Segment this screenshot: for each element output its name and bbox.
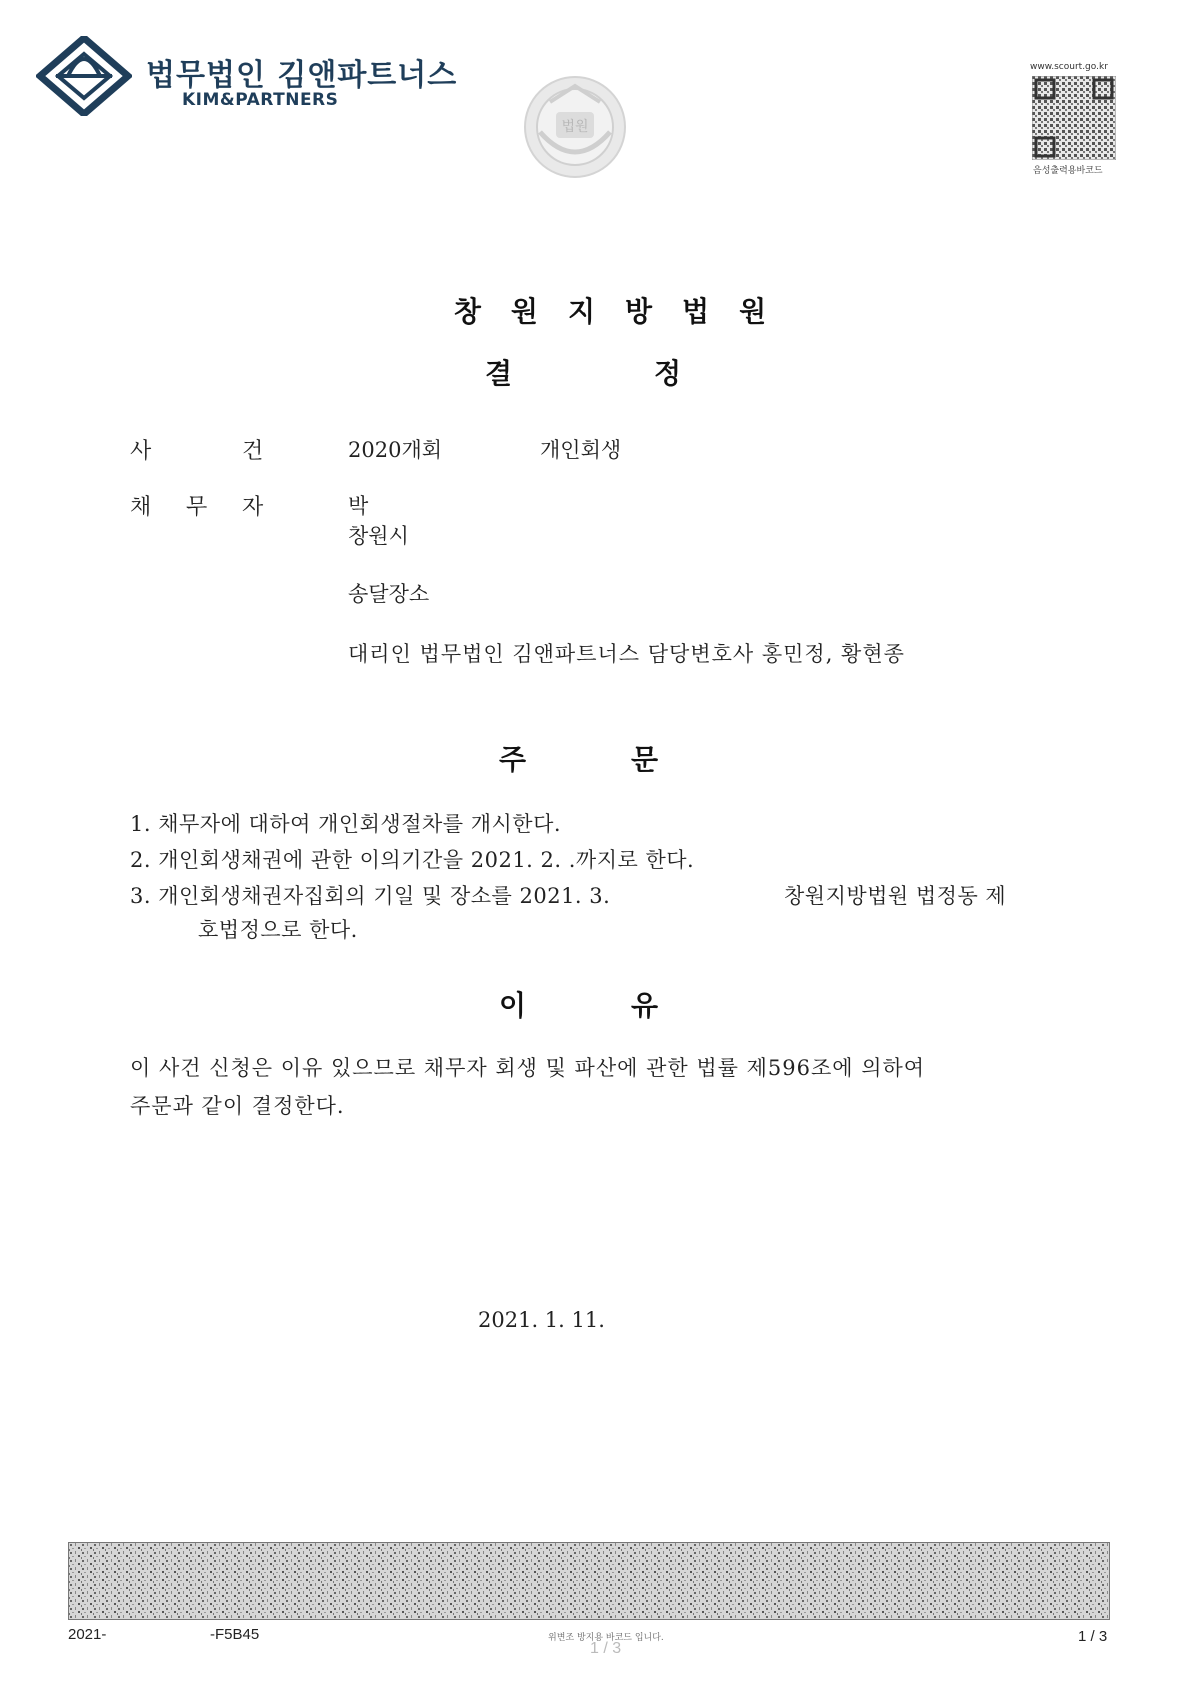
- doc-number-prefix: 2021-: [68, 1626, 107, 1643]
- legal-agent: 대리인 법무법인 김앤파트너스 담당변호사 홍민정, 황현종: [348, 642, 905, 666]
- debtor-name: 박: [348, 494, 369, 518]
- debtor-label-first: 채: [130, 495, 152, 520]
- order-heading-second: 문: [631, 743, 659, 776]
- court-name: 창원지방법원: [453, 295, 797, 328]
- firm-name-korean: 법무법인 김앤파트너스: [146, 58, 458, 93]
- firm-name-english: KIM&PARTNERS: [182, 90, 339, 110]
- page-number: 1 / 3: [1078, 1628, 1108, 1645]
- qr-url: www.scourt.go.kr: [1030, 62, 1108, 72]
- delivery-place: 송달장소: [348, 582, 430, 606]
- page-number-center: 1 / 3: [590, 1640, 622, 1657]
- debtor-label-second: 무: [186, 495, 208, 520]
- case-type: 개인회생: [540, 438, 622, 462]
- doc-number-suffix: -F5B45: [210, 1626, 260, 1643]
- reason-line-2: 주문과 같이 결정한다.: [130, 1094, 345, 1118]
- order-item-1: 1. 채무자에 대하여 개인회생절차를 개시한다.: [130, 812, 562, 836]
- order-item-3: 3. 개인회생채권자집회의 기일 및 장소를 2021. 3.: [130, 884, 611, 908]
- qr-caption: 음성출력용바코드: [1033, 166, 1103, 176]
- reason-heading-first: 이: [499, 989, 527, 1022]
- order-heading-first: 주: [499, 743, 527, 776]
- order-item-3-location: 창원지방법원 법정동 제: [784, 884, 1007, 908]
- firm-logo-icon: [36, 36, 132, 116]
- barcode-notice: 위변조 방지용 바코드 입니다.: [548, 1633, 664, 1643]
- decision-date: 2021. 1. 11.: [478, 1308, 605, 1332]
- debtor-address: 창원시: [348, 524, 409, 548]
- case-number: 2020개회: [348, 438, 443, 462]
- doc-type-second-char: 정: [654, 357, 682, 390]
- seal-text: 법원: [561, 119, 589, 135]
- firm-logo: [36, 36, 458, 126]
- case-label-first: 사: [130, 439, 152, 464]
- case-label-second: 건: [242, 439, 264, 464]
- order-item-2: 2. 개인회생채권에 관한 이의기간을 2021. 2. .까지로 한다.: [130, 848, 695, 872]
- voice-output-barcode: [1032, 76, 1116, 160]
- doc-type-first-char: 결: [485, 357, 513, 390]
- court-seal-watermark: [520, 72, 630, 182]
- anti-forgery-barcode: [68, 1542, 1110, 1620]
- reason-line-1: 이 사건 신청은 이유 있으므로 채무자 회생 및 파산에 관한 법률 제596조에 의하여: [130, 1056, 926, 1080]
- debtor-label-third: 자: [242, 495, 264, 520]
- reason-heading-second: 유: [631, 989, 659, 1022]
- order-item-3-continuation: 호법정으로 한다.: [198, 918, 358, 942]
